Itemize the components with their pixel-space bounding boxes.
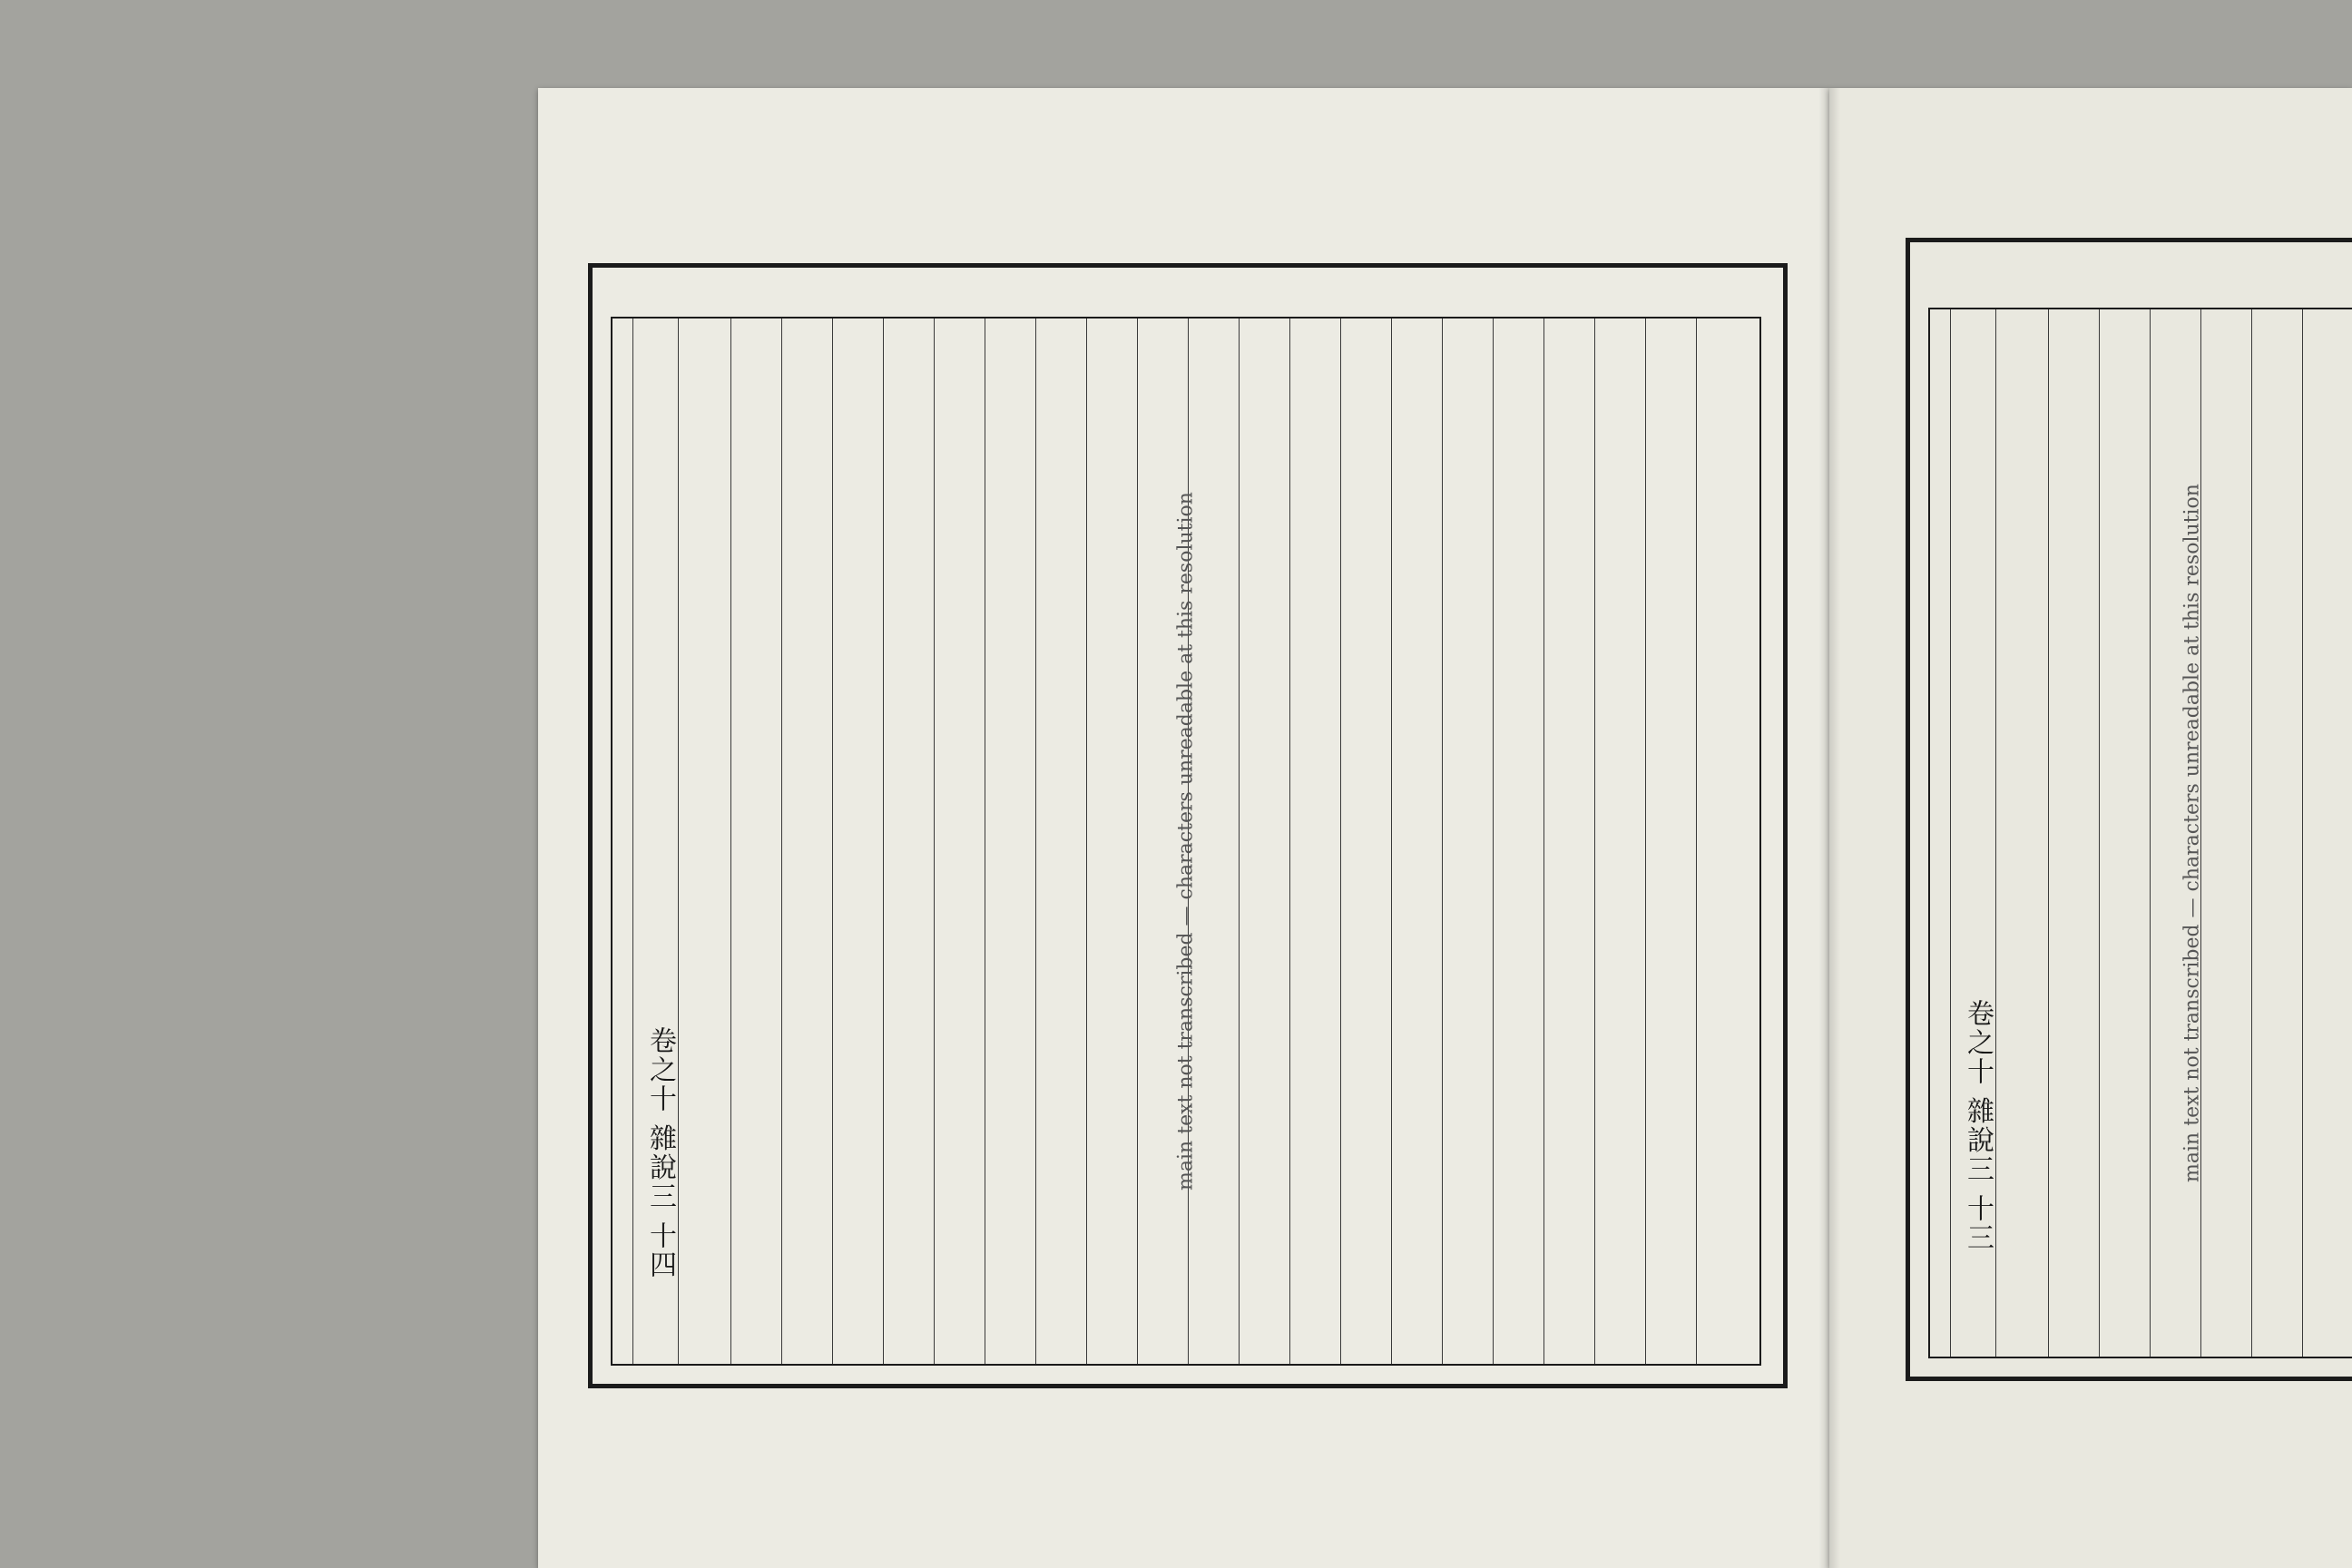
left-text-frame xyxy=(588,263,1788,1388)
page-fold xyxy=(1818,88,1840,1568)
right-page-status: main text not transcribed — characters unreadable at this resolution xyxy=(2180,484,2204,1182)
right-inner-border xyxy=(1928,308,2352,1358)
right-text-frame xyxy=(1906,238,2352,1381)
left-page-status: main text not transcribed — characters unreadable at this resolution xyxy=(1174,492,1198,1191)
left-inner-border xyxy=(611,317,1761,1366)
right-folio-label: 卷之十 雜說三 十三 xyxy=(1962,999,1994,1253)
left-folio-label: 卷之十 雜說三 十四 xyxy=(644,1026,676,1280)
